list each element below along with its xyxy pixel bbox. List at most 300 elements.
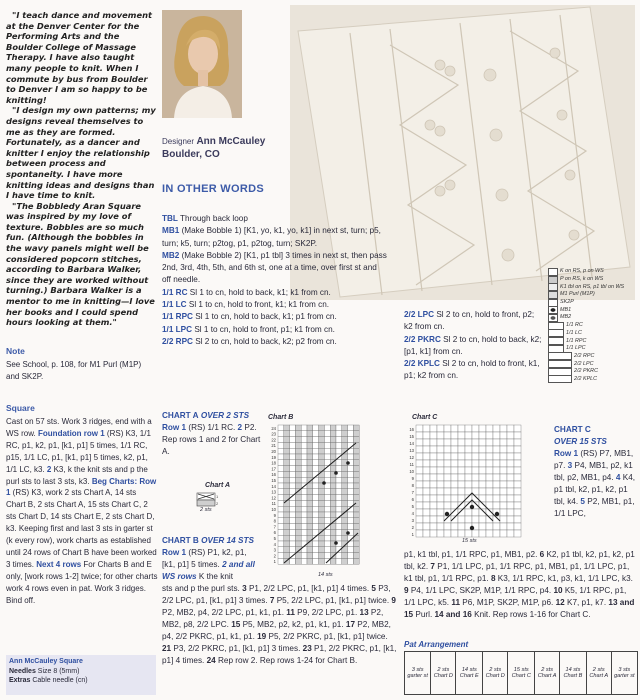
chart-c-row-number: 11 [409,462,414,467]
chart-c-cell [500,502,507,509]
chart-b-cell [342,553,348,559]
chart-c-cell [430,432,437,439]
chart-c-cell [465,439,472,446]
chart-c-cell [507,446,514,453]
chart-c-cell [486,432,493,439]
chart-b-cell [353,547,359,553]
chart-b-instructions: CHART B OVER 14 STS Row 1 (RS) P1, k2, p1, [k1, p1] 5 times. 2 and all WS rows K the knit [162,536,255,581]
chart-c-cell [472,446,479,453]
key-item: K1 tbl on RS, p1 tbl on WS [548,283,640,291]
chart-b-cell [284,466,290,472]
chart-b-cell [342,442,348,448]
chart-b-cell [313,500,319,506]
chart-c-cell [437,460,444,467]
chart-b-cell [278,471,284,477]
key-item: SK2P [548,299,640,307]
chart-c-cell [465,530,472,537]
chart-c-cell [451,453,458,460]
chart-c-cell [500,488,507,495]
chart-c-row-number: 14 [409,441,414,446]
chart-b-cell [284,437,290,443]
chart-b-cell [301,431,307,437]
chart-c-cell [458,425,465,432]
pat-cell: 2 sts Chart A [586,652,611,695]
chart-b-cell [307,442,313,448]
chart-b-cell [284,506,290,512]
chart-c-cell [500,467,507,474]
chart-c-cell [416,439,423,446]
chart-b-cell [330,547,336,553]
chart-c-row-number: 7 [411,490,414,495]
chart-b-cell [295,500,301,506]
chart-c-row-number: 5 [411,504,414,509]
chart-c-cell [430,495,437,502]
chart-c-cell [458,481,465,488]
chart-b-title: Chart B [268,414,294,421]
chart-b-cell [330,535,336,541]
chart-c-cell [444,467,451,474]
chart-b-cell [313,442,319,448]
abbreviation-item: 2/2 KPLC Sl 2 to cn, hold to front, k1, p1; k2 from cn. [404,359,540,381]
chart-b-cell [307,495,313,501]
chart-b-cell [353,512,359,518]
chart-b-cell [336,524,342,530]
pat-arrangement-heading: Pat Arrangement [404,640,469,649]
chart-c-cell [479,432,486,439]
chart-b-cell [324,512,330,518]
chart-b-cell [324,431,330,437]
chart-c-cell [451,481,458,488]
chart-b-bobble [322,481,326,485]
chart-c-cell [423,523,430,530]
chart-b-cell [319,437,325,443]
chart-c-cell [479,474,486,481]
key-item: 2/2 KPLC [548,376,640,384]
chart-b-cell [307,558,313,564]
chart-b-cell [324,495,330,501]
pat-cell: 3 sts garter st [405,652,431,695]
chart-b-cell [330,506,336,512]
chart-b-bobble [346,461,350,465]
chart-c-cell [507,425,514,432]
chart-c-cell [430,509,437,516]
chart-c-cell [423,495,430,502]
chart-c-cell [437,502,444,509]
chart-b-cell [295,431,301,437]
key-item: 2/2 PKRC [548,368,640,376]
chart-b-cell [278,547,284,553]
materials-box [6,655,156,695]
chart-b-cell [284,477,290,483]
chart-b-cell [336,425,342,431]
chart-c-row-number: 4 [411,511,414,516]
chart-b-cell [330,529,336,535]
chart-b-row-number: 18 [271,460,276,466]
chart-b-cell [278,454,284,460]
chart-c-cell [507,439,514,446]
chart-b [266,423,398,573]
chart-b-row-number: 1 [273,559,276,565]
cable-symbol-icon [548,375,572,383]
chart-b-cell [278,448,284,454]
chart-b-width-label: 14 sts [318,572,333,578]
chart-b-cell [301,448,307,454]
chart-b-row-number: 3 [273,547,276,553]
chart-b-cell [290,518,296,524]
chart-b-cell [313,431,319,437]
chart-c-cell [423,509,430,516]
chart-c-cell [493,530,500,537]
chart-c-cell [479,460,486,467]
chart-c-cell [507,488,514,495]
chart-b-cell [330,425,336,431]
chart-c-cell [465,509,472,516]
chart-b-row-number: 19 [271,454,276,460]
chart-b-cell [353,437,359,443]
chart-b-cell [342,489,348,495]
chart-c-cell [514,453,521,460]
chart-b-cell [301,471,307,477]
chart-b-cell [278,518,284,524]
chart-b-cell [319,524,325,530]
chart-b-cell [278,483,284,489]
chart-b-cell [330,442,336,448]
chart-b-cell [295,558,301,564]
chart-c-cell [437,481,444,488]
chart-c-cell [493,460,500,467]
chart-b-cell [353,425,359,431]
pat-cell: 2 sts Chart D [431,652,456,695]
chart-b-cell [278,495,284,501]
chart-c-cell [486,530,493,537]
chart-c-cell [514,439,521,446]
chart-b-cell [278,529,284,535]
chart-c-row-number: 10 [409,469,414,474]
chart-c-cell [437,474,444,481]
chart-b-cell [290,454,296,460]
key-item: 1/1 RPC [548,337,640,345]
chart-c-cell [416,516,423,523]
chart-b-cell [290,529,296,535]
chart-c-cell [500,474,507,481]
chart-c-cell [451,439,458,446]
chart-c-cell [444,446,451,453]
chart-b-cell [313,483,319,489]
chart-b-cell [307,425,313,431]
chart-b-cell [284,518,290,524]
chart-c-cell [493,523,500,530]
chart-c-cell [430,474,437,481]
chart-b-cell [313,437,319,443]
chart-c-cell [493,481,500,488]
chart-b-cell [336,495,342,501]
chart-b-cell [284,489,290,495]
chart-b-cell [313,512,319,518]
chart-b-cell [284,471,290,477]
chart-c-cell [493,425,500,432]
chart-c-cell [465,425,472,432]
chart-b-cell [319,518,325,524]
chart-c-width-label: 15 sts [462,538,477,544]
chart-b-cell [295,437,301,443]
chart-c-cell [458,523,465,530]
chart-c-cell [507,502,514,509]
chart-b-cell [342,483,348,489]
chart-c-cell [430,530,437,537]
chart-b-row-number: 11 [271,501,276,507]
key-item: 1/1 LC [548,330,640,338]
chart-b-grid [266,423,398,573]
chart-b-cell [342,431,348,437]
chart-b-cell [284,454,290,460]
chart-b-cell [348,483,354,489]
chart-b-cell [336,448,342,454]
chart-b-cell [307,512,313,518]
chart-c-cell [500,530,507,537]
chart-b-cell [295,518,301,524]
chart-b-cell [301,518,307,524]
chart-b-cell [353,477,359,483]
chart-b-cell [319,442,325,448]
chart-c-cell [493,439,500,446]
chart-b-cell [353,431,359,437]
chart-b-cell [301,506,307,512]
chart-b-cell [295,495,301,501]
abbreviation-item: TBL Through back loop [162,214,248,223]
chart-b-cell [342,524,348,530]
chart-c-cell [423,502,430,509]
abbreviation-item: 1/1 RPC Sl 1 to cn, hold to back, k1; p1 from cn. [162,312,337,322]
note-text: See School, p. 108, for M1 Purl (M1P) and SK2P. [6,360,142,381]
chart-b-cell [342,437,348,443]
chart-c-instructions: CHART C OVER 15 STS Row 1 (RS) P7, MB1, p7. 3 P4, MB1, p2, k1 tbl, p2, MB1, p4. 4 K4, p1 tbl, k2, p1, k2, p1 tbl, k4. 5 P2, MB1, p1, 1/1 LPC, [554,425,636,518]
chart-b-cell [330,466,336,472]
chart-c-cell [437,432,444,439]
chart-b-cell [353,500,359,506]
chart-b-cell [301,489,307,495]
chart-b-cell [278,425,284,431]
chart-b-cell [353,518,359,524]
designer-label: Designer [162,137,195,146]
chart-b-cell [290,483,296,489]
chart-c-cell [486,523,493,530]
chart-b-cell [319,495,325,501]
chart-b-cell [313,547,319,553]
chart-c-cell [500,509,507,516]
chart-b-cell [342,495,348,501]
chart-c-cell [423,432,430,439]
abbreviation-item: 1/1 LC Sl 1 to cn, hold to front, k1; k1 from cn. [162,300,330,310]
chart-b-cell [278,442,284,448]
extras-line: Extras Cable needle (cn) [9,677,88,684]
chart-b-cell [348,524,354,530]
chart-b-cell [336,460,342,466]
chart-b-cell [307,448,313,454]
chart-b-cell [324,448,330,454]
chart-b-cell [330,437,336,443]
chart-c-cell [514,481,521,488]
chart-b-cell [301,512,307,518]
chart-b-cell [353,448,359,454]
abbreviation-list-continued [404,309,544,383]
pat-arrangement-table [404,651,638,695]
chart-b-cell [336,535,342,541]
chart-b-cell [348,431,354,437]
chart-b-cell [330,454,336,460]
chart-c-cell [437,530,444,537]
chart-c-cell [444,453,451,460]
chart-c-cell [423,488,430,495]
chart-c-cell [472,516,479,523]
chart-c-cell [451,495,458,502]
chart-b-cell [348,437,354,443]
chart-b-cell [301,553,307,559]
chart-c-cell [486,425,493,432]
chart-b-cell [290,471,296,477]
chart-c-cell [430,481,437,488]
chart-b-cell [313,553,319,559]
chart-b-cell [295,483,301,489]
chart-c-cell [486,467,493,474]
chart-b-cell [284,425,290,431]
chart-b-cell [295,466,301,472]
chart-c-cell [423,530,430,537]
chart-c-cell [416,460,423,467]
chart-b-cell [313,524,319,530]
chart-c-row-number: 9 [411,476,414,481]
chart-c-cell [493,495,500,502]
chart-c-cell [444,481,451,488]
chart-b-cell [307,431,313,437]
chart-c-cell [451,530,458,537]
chart-b-bobble [334,471,338,475]
chart-c-cell [430,467,437,474]
chart-b-row-number: 15 [271,478,276,483]
chart-b-instructions-continued: sts and p the purl sts. 3 P1, 2/2 LPC, p1, [k1, p1] 4 times. 5 P3, 2/2 LPC, p1, [k1, p1] 3 times. 7 P5, 2/2 LPC, p1, [k1, p1] twice. 9 P2, MB2, p4, 2/2 LPC, p1, k1, p1. 11 P9, 2/2 LPC, p1. 13 P2, MB2, p8, 2/2 LPC. 15 P5, MB2, p2, k2, p1, k1, p1. 17 P2, MB2, p4, 2/2 PKRC, p1, k1, p1. 19 P5, 2/2 PKRC, p1, [k1, p1] twice. 21 P3, 2/2 PKRC, p1, [k1, p1] 3 times. 23 P1, 2/2 PKRC, p1, [k1, p1] 4 times. 24 Rep row 2. Rep rows 1-24 for Chart B. [162,584,397,665]
chart-b-cell [301,535,307,541]
abbreviation-item: MB1 (Make Bobble 1) [K1, yo, k1, yo, k1] in next st, turn; p5, turn; k5, turn; p2tog, p1, p2tog, turn; SK2P. [162,226,381,248]
chart-b-cell [324,535,330,541]
chart-b-cell [342,471,348,477]
chart-b-cell [278,541,284,547]
square-heading: Square [6,403,35,413]
chart-c-cell [423,481,430,488]
chart-b-cell [342,466,348,472]
chart-c-cell [479,439,486,446]
chart-c-cell [437,509,444,516]
chart-c-cell [423,460,430,467]
chart-b-cell [295,524,301,530]
chart-c-cell [486,446,493,453]
chart-b-cell [307,454,313,460]
chart-b-row-number: 20 [271,449,276,454]
chart-b-cell [301,466,307,472]
chart-b-cell [278,524,284,530]
chart-b-cell [336,477,342,483]
chart-b-cell [295,477,301,483]
chart-b-cell [342,518,348,524]
chart-c-cell [437,467,444,474]
chart-c-cell [416,495,423,502]
chart-c-cell [458,467,465,474]
chart-c-cell [500,439,507,446]
chart-c-cell [465,467,472,474]
chart-b-cell [336,437,342,443]
chart-b-cell [313,506,319,512]
chart-c-cell [500,481,507,488]
chart-c-cell [472,460,479,467]
chart-c-cell [514,495,521,502]
chart-c-cell [430,439,437,446]
chart-c-row-number: 16 [409,427,414,432]
chart-c-cell [493,502,500,509]
chart-c-cell [444,530,451,537]
chart-b-cell [307,518,313,524]
chart-b-cell [348,489,354,495]
chart-b-cell [319,506,325,512]
chart-c-cell [416,425,423,432]
chart-c-cell [458,446,465,453]
chart-c-cell [472,474,479,481]
chart-b-cell [301,495,307,501]
chart-c-cell [465,432,472,439]
chart-b-cell [307,471,313,477]
chart-b-cell [301,425,307,431]
chart-b-cell [324,442,330,448]
chart-b-cell [353,495,359,501]
chart-b-cell [319,460,325,466]
chart-b-cell [353,558,359,564]
chart-b-cell [348,558,354,564]
chart-c-cell [486,481,493,488]
chart-b-cell [348,471,354,477]
svg-text:1: 1 [216,494,219,499]
chart-c-row-number: 12 [409,455,414,460]
chart-b-cell [330,512,336,518]
chart-b-cell [324,437,330,443]
chart-b-cell [353,460,359,466]
key-item: K on RS, p on WS [548,268,640,276]
chart-c-cell [500,425,507,432]
chart-b-cell [313,558,319,564]
chart-c-cell [472,530,479,537]
chart-c-cell [416,509,423,516]
chart-c-cell [514,460,521,467]
chart-c-cell [423,474,430,481]
chart-c-cell [514,474,521,481]
chart-b-cell [342,535,348,541]
chart-c-cell [479,446,486,453]
chart-c-cell [423,467,430,474]
chart-c-cell [507,530,514,537]
quote-paragraph: "I teach dance and movement at the Denver Center for the Performing Arts and the Boulder College of Massage Therapy. I have also taught many people to knit. When I commute by bus from Boulder to Denver I am so happy to be knitting! [6,10,152,105]
pat-cell: 3 sts garter st [611,652,637,695]
key-item: MB1 [548,306,640,314]
chart-b-cell [353,541,359,547]
chart-b-row-number: 2 [273,553,276,559]
chart-c-cell [500,516,507,523]
chart-b-cell [348,495,354,501]
chart-c-cell [507,432,514,439]
chart-b-cell [290,512,296,518]
chart-b-cell [336,506,342,512]
chart-b-cell [278,506,284,512]
chart-c-bobble [445,512,449,516]
chart-b-cell [342,425,348,431]
chart-c-cell [514,523,521,530]
chart-c-row-number: 2 [411,525,414,530]
key-item: P on RS, k on WS [548,276,640,284]
